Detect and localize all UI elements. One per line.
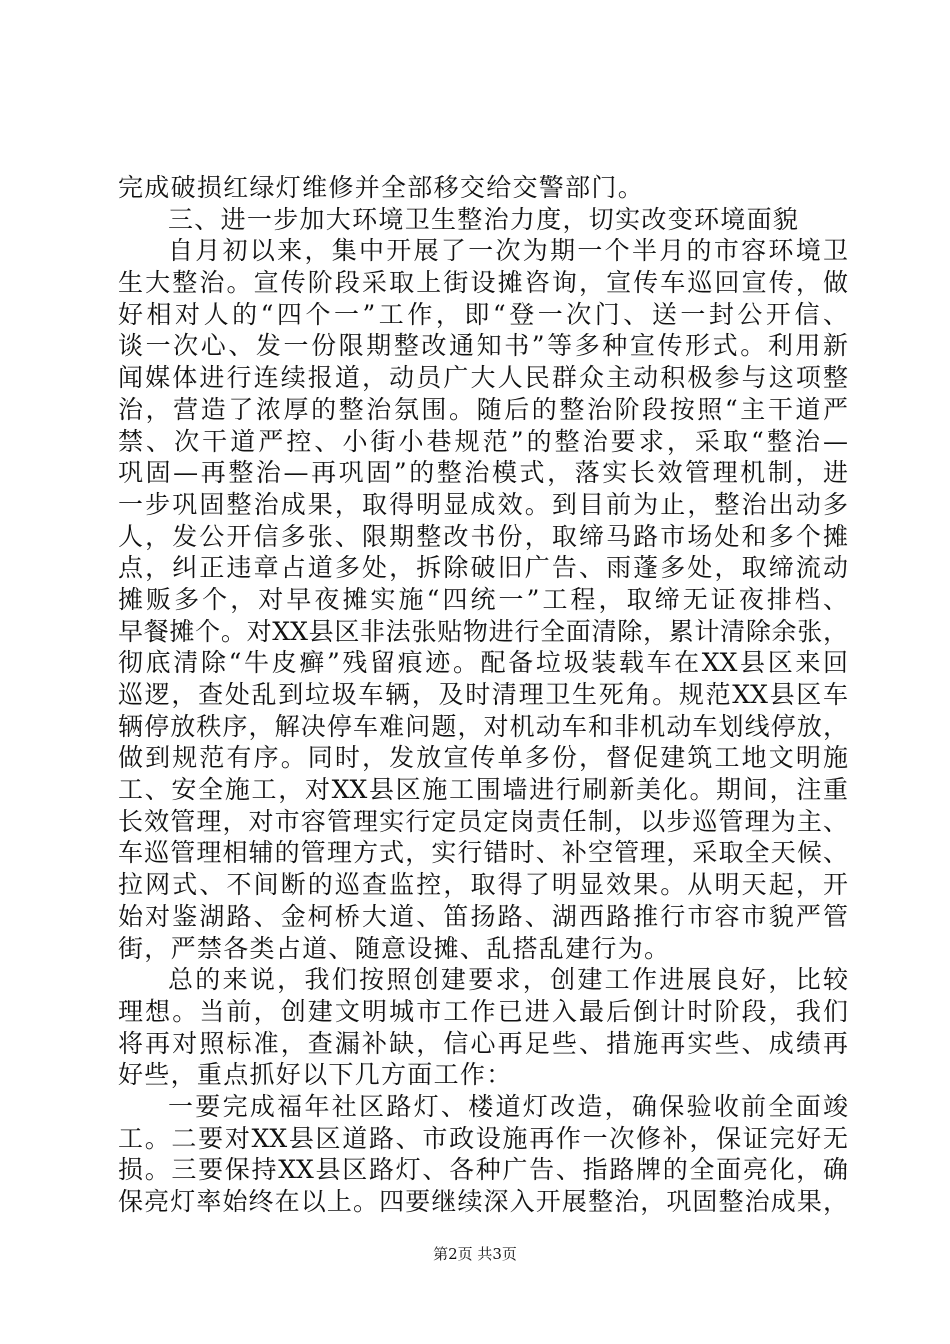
text-line: 将再对照标准，查漏补缺，信心再足些、措施再实些、成绩再 (118, 1028, 848, 1058)
text-line: 谈一次心、发一份限期整改通知书”等多种宣传形式。利用新 (118, 331, 848, 361)
text-line: 做到规范有序。同时，发放宣传单多份，督促建筑工地文明施 (118, 743, 848, 773)
text-line: 理想。当前，创建文明城市工作已进入最后倒计时阶段，我们 (118, 996, 848, 1026)
text-line: 巩固—再整治—再巩固”的整治模式，落实长效管理机制，进 (118, 458, 848, 488)
text-line: 禁、次干道严控、小街小巷规范”的整治要求，采取“整治— (118, 426, 848, 456)
text-line: 巡逻，查处乱到垃圾车辆，及时清理卫生死角。规范XX县区车 (118, 680, 848, 709)
text-line: 工、安全施工，对XX县区施工围墙进行刷新美化。期间，注重 (118, 775, 848, 805)
text-line: 完成破损红绿灯维修并全部移交给交警部门。 (118, 173, 645, 202)
text-line: 彻底清除“牛皮癣”残留痕迹。配备垃圾装载车在XX县区来回 (118, 648, 848, 678)
text-line: 摊贩多个，对早夜摊实施“四统一”工程，取缔无证夜排档、 (118, 584, 848, 614)
text-line: 闻媒体进行连续报道，动员广大人民群众主动积极参与这项整 (118, 363, 848, 393)
paragraph-first-line: 一要完成福年社区路灯、楼道灯改造，确保验收前全面竣 (168, 1091, 848, 1121)
text-line: 街，严禁各类占道、随意设摊、乱搭乱建行为。 (118, 933, 671, 963)
section-heading: 三、进一步加大环境卫生整治力度，切实改变环境面貌 (168, 204, 800, 234)
text-line: 一步巩固整治成果，取得明显成效。到目前为止，整治出动多 (118, 489, 848, 519)
paragraph-first-line: 自月初以来，集中开展了一次为期一个半月的市容环境卫 (168, 236, 848, 266)
text-line: 治，营造了浓厚的整治氛围。随后的整治阶段按照“主干道严 (118, 394, 848, 424)
text-line: 生大整治。宣传阶段采取上街设摊咨询，宣传车巡回宣传，做 (118, 268, 848, 298)
text-line: 好些，重点抓好以下几方面工作： (118, 1060, 513, 1090)
page-number-footer: 第2页 共3页 (433, 1245, 517, 1263)
text-line: 长效管理，对市容管理实行定员定岗责任制，以步巡管理为主、 (118, 806, 848, 836)
body-text (118, 172, 848, 1218)
text-line: 好相对人的“四个一”工作，即“登一次门、送一封公开信、 (118, 299, 848, 329)
text-line: 辆停放秩序，解决停车难问题，对机动车和非机动车划线停放， (118, 711, 848, 741)
text-line: 始对鉴湖路、金柯桥大道、笛扬路、湖西路推行市容市貌严管 (118, 901, 848, 931)
text-line: 人，发公开信多张、限期整改书份，取缔马路市场处和多个摊 (118, 521, 848, 551)
text-line: 车巡管理相辅的管理方式，实行错时、补空管理，采取全天候、 (118, 838, 848, 868)
text-line: 拉网式、不间断的巡查监控，取得了明显效果。从明天起，开 (118, 870, 848, 900)
text-line: 工。二要对XX县区道路、市政设施再作一次修补，保证完好无 (118, 1123, 848, 1153)
text-line: 点，纠正违章占道多处，拆除破旧广告、雨蓬多处，取缔流动 (118, 553, 848, 583)
paragraph-first-line: 总的来说，我们按照创建要求，创建工作进展良好，比较 (168, 965, 848, 995)
text-line: 早餐摊个。对XX县区非法张贴物进行全面清除，累计清除余张， (118, 616, 848, 646)
text-line: 损。三要保持XX县区路灯、各种广告、指路牌的全面亮化，确 (118, 1155, 848, 1185)
text-line: 保亮灯率始终在以上。四要继续深入开展整治，巩固整治成果， (118, 1187, 848, 1216)
